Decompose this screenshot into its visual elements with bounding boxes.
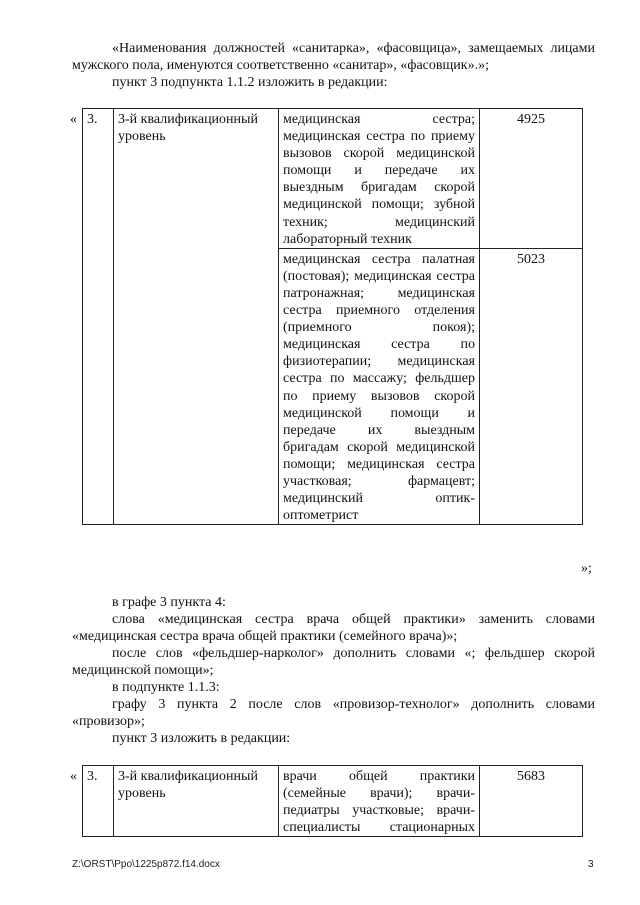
- paragraph-graph3-item2: графу 3 пункта 2 после слов «провизор-технолог» дополнить словами «провизор»;: [72, 697, 595, 729]
- paragraph-replace-words: слова «медицинская сестра врача общей практики» заменить словами «медицинская сестра врача общей практики (семейного врача)»;: [72, 612, 595, 644]
- table1-salary-cell-2: 5023: [480, 248, 583, 525]
- positions-text: медицинская сестра палатная (постовая); медицинская сестра патронажная; медицинская сестра приемного отделения (приемного покоя); медицинская сестра по физиотерапии; медицинская сестра по массажу; фельдшер по приему вызовов скорой медицинской помощи и передаче их выездным бригадам скорой медицинской помощи; медицинская сестра участковая; фармацевт; медицинский оптик-: [283, 251, 475, 507]
- table1-positions-cell-2: [279, 248, 480, 525]
- table1-num-cell: 3.: [83, 109, 114, 525]
- paragraph-item3: пункт 3 изложить в редакции:: [112, 731, 291, 746]
- table1: [82, 108, 583, 525]
- table2-num-cell: 3.: [83, 766, 114, 837]
- footer-page-number: 3: [588, 859, 594, 870]
- paragraph-after-words: после слов «фельдшер-нарколог» дополнить словами «; фельдшер скорой медицинской помощи»;: [72, 646, 595, 678]
- positions-text: медицинская сестра; медицинская сестра по приему вызовов скорой медицинской помощи и передаче их выездным бригадам скорой медицинской помощи; зубной техник; медицинский: [283, 112, 475, 230]
- table2-level-cell: 3-й квалификационный уровень: [114, 766, 279, 837]
- positions-last-line: оптометрист: [283, 508, 359, 524]
- table2: [82, 765, 583, 837]
- intro-paragraph: «Наименования должностей «санитарка», «фасовщица», замещаемых лицами мужского пола, именуются соответственно «санитар», «фасовщик».»;: [72, 41, 595, 73]
- table-row: [83, 109, 583, 249]
- footer-file-path: Z:\ORST\Ppo\1225p872.f14.docx: [72, 859, 220, 870]
- table-row: [83, 766, 583, 837]
- table1-open-quote: «: [70, 112, 77, 127]
- instruction-paragraph: пункт 3 подпункта 1.1.2 изложить в редакции:: [112, 75, 388, 90]
- table1-positions-cell-1: [279, 109, 480, 249]
- table1-level-cell: 3-й квалификационный уровень: [114, 109, 279, 525]
- table1-salary-cell-1: 4925: [480, 109, 583, 249]
- table1-close-quote: »;: [581, 561, 592, 576]
- paragraph-graph3: в графе 3 пункта 4:: [112, 595, 226, 610]
- table2-open-quote: «: [70, 769, 77, 784]
- paragraph-subclause: в подпункте 1.1.3:: [112, 680, 220, 695]
- positions-last-line: лабораторный техник: [283, 231, 412, 247]
- table2-positions-cell: врачи общей практики (семейные врачи); врачи-педиатры участковые; врачи-специалисты стационарных: [279, 766, 480, 837]
- table2-salary-cell: 5683: [480, 766, 583, 837]
